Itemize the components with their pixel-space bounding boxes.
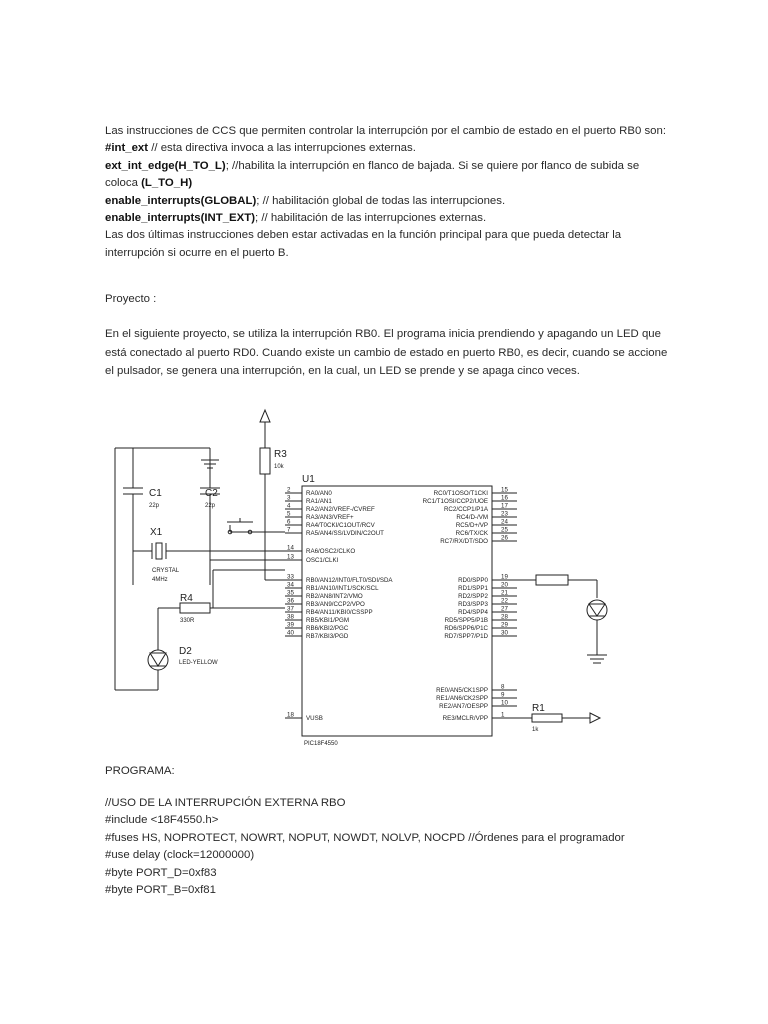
circuit-schematic [105,400,625,745]
pin-number: 19 [501,573,508,581]
edge-line [105,158,675,175]
pin-number: 39 [287,621,294,629]
global-code: enable_interrupts(GLOBAL) [105,194,257,207]
c2-label: C2 [205,488,218,499]
pin-number: 2 [287,486,291,494]
pin-number: 28 [501,613,508,621]
pin-number: 15 [501,486,508,494]
pin-name: RA5/AN4/SS/LVDIN/C2OUT [306,530,384,537]
int-ext-comment: // esta directiva invoca a las interrupciones externas. [148,142,416,155]
pin-number: 38 [287,613,294,621]
pin-name: RC5/D+/VP [455,522,488,529]
proyecto-line-3: el pulsador, se genera una interrupción, en la cual, un LED se prende y se apaga cinco veces. [105,365,580,377]
pin-name: RA4/T0CKI/C1OUT/RCV [306,522,375,529]
last-line-1: Las dos últimas instrucciones deben estar activadas en la función principal para que pueda detectar la [105,229,622,242]
code-line: #fuses HS, NOPROTECT, NOWRT, NOPUT, NOWDT, NOLVP, NOCPD //Órdenes para el programador [105,831,625,844]
x1-label: X1 [150,527,163,538]
pin-name: RB3/AN9/CCP2/VPO [306,601,365,608]
pin-name: RE3/MCLR/VPP [442,715,488,722]
pin-number: 20 [501,581,508,589]
pin-number: 13 [287,553,294,561]
coloca-prefix: coloca [105,177,142,190]
pin-number: 3 [287,494,291,502]
pin-name: RB7/KBI3/PGD [306,633,349,640]
left-pin-group [285,487,393,723]
coloca-line [105,175,675,192]
r1-value: 1k [532,727,539,733]
proyecto-heading [105,291,675,308]
programa-heading [105,763,675,780]
global-line [105,193,675,210]
pin-number: 37 [287,605,294,613]
pin-number: 17 [501,502,508,510]
pin-name: RC2/CCP1/P1A [443,506,488,513]
pin-name: RC6/TX/CK [455,530,488,537]
pin-name: RA6/OSC2/CLKO [306,548,356,555]
last-line-2: interrupción si ocurre en el puerto B. [105,246,289,259]
pin-number: 7 [287,526,291,534]
r1-label: R1 [532,703,545,714]
int-ext-code: #int_ext [105,142,149,155]
pin-number: 21 [501,589,508,597]
programa-code [105,795,675,899]
pin-name: VUSB [306,715,323,722]
right-pin-group [423,487,517,723]
pin-name: RD5/SPP5/P1B [444,617,488,624]
code-line: #include <18F4550.h> [105,814,219,827]
pin-number: 5 [287,510,291,518]
proyecto-line-2: está conectado al puerto RD0. Cuando existe un cambio de estado en puerto RB0, es decir, cuando se accione [105,346,668,359]
pin-number: 22 [501,597,508,605]
int-ext-line [105,140,675,157]
pin-name: OSC1/CLKI [306,557,339,564]
x1-type: CRYSTAL [152,568,180,574]
pin-name: RB2/AN8/INT2/VMO [306,593,363,600]
pin-name: RE0/AN5/CK1SPP [436,687,488,694]
edge-comment: ; //habilita la interrupción en flanco de bajada. Si se quiere por flanco de subida se [225,159,640,172]
c2-value: 22p [205,503,216,509]
r4-value: 330R [180,618,195,624]
pin-number: 18 [287,711,294,719]
r4-label: R4 [180,593,193,604]
intext-code: enable_interrupts(INT_EXT) [105,212,256,225]
pin-number: 14 [287,544,294,552]
pin-name: RA3/AN3/VREF+ [306,514,354,521]
pin-name: RD1/SPP1 [458,585,488,592]
pin-number: 9 [501,691,505,699]
pin-number: 6 [287,518,291,526]
pin-name: RB4/AN11/KBI0/CSSPP [306,609,373,616]
c1-label: C1 [149,488,162,499]
pin-number: 29 [501,621,508,629]
code-line: #use delay (clock=12000000) [105,849,255,862]
pin-number: 35 [287,589,294,597]
d2-value: LED-YELLOW [179,660,218,666]
pin-name: RE1/AN6/CK2SPP [436,695,488,702]
pin-number: 23 [501,510,508,518]
coloca-code: (L_TO_H) [141,177,193,190]
pin-name: RB6/KBI2/PGC [306,625,349,632]
pin-number: 36 [287,597,294,605]
proyecto-paragraph [105,325,675,381]
pin-number: 24 [501,518,508,526]
pin-number: 33 [287,573,294,581]
proyecto-line-1: En el siguiente proyecto, se utiliza la interrupción RB0. El programa inicia prendiendo y apagando un LED que [105,328,661,340]
pin-number: 27 [501,605,508,613]
pin-name: RD3/SPP3 [458,601,488,608]
pin-number: 26 [501,534,508,542]
pin-number: 25 [501,526,508,534]
x1-value: 4MHz [152,577,168,583]
pin-name: RB5/KBI1/PGM [306,617,349,624]
pin-name: RA0/AN0 [306,490,332,497]
pin-name: RC4/D-/VM [456,514,488,521]
pin-name: RC1/T1OSI/CCP2/UOE [422,498,488,505]
pin-name: RB0/AN12/INT0/FLT0/SDI/SDA [306,577,393,584]
intro-line-1: Las instrucciones de CCS que permiten controlar la interrupción por el cambio de estado en el puerto RB0 son: [105,125,666,137]
chip-label: PIC18F4550 [304,741,338,745]
intext-comment: ; // habilitación de las interrupciones externas. [255,212,487,225]
pin-number: 1 [501,711,505,719]
pin-name: RC0/T1OSO/T1CKI [433,490,488,497]
code-line: #byte PORT_D=0xf83 [105,866,217,879]
pin-number: 10 [501,699,508,707]
c1-value: 22p [149,503,160,509]
u1-label: U1 [302,474,315,485]
intro-section [105,123,675,262]
pin-name: RE2/AN7/OESPP [439,703,488,710]
pin-name: RD6/SPP6/P1C [444,625,488,632]
pin-name: RB1/AN10/INT1/SCK/SCL [306,585,379,592]
pin-name: RD7/SPP7/P1D [444,633,488,640]
pin-number: 40 [287,629,294,637]
pin-name: RD0/SPP0 [458,577,488,584]
pin-name: RD4/SPP4 [458,609,488,616]
pin-number: 8 [501,683,505,691]
pin-name: RA2/AN2/VREF-/CVREF [306,506,375,513]
proyecto-heading-text: Proyecto : [105,293,157,305]
code-line: #byte PORT_B=0xf81 [105,884,216,897]
pin-number: 34 [287,581,294,589]
pin-number: 30 [501,629,508,637]
pin-number: 4 [287,502,291,510]
pin-name: RA1/AN1 [306,498,332,505]
programa-heading-text: PROGRAMA: [105,765,175,777]
intext-line [105,210,675,227]
r3-value: 10k [274,464,284,470]
pin-number: 16 [501,494,508,502]
pin-name: RD2/SPP2 [458,593,488,600]
code-line: //USO DE LA INTERRUPCIÓN EXTERNA RBO [105,797,346,809]
global-comment: ; // habilitación global de todas las interrupciones. [256,194,506,207]
r3-label: R3 [274,449,287,460]
pin-name: RC7/RX/DT/SDO [440,538,488,545]
d2-label: D2 [179,646,192,657]
edge-code: ext_int_edge(H_TO_L) [105,159,226,172]
